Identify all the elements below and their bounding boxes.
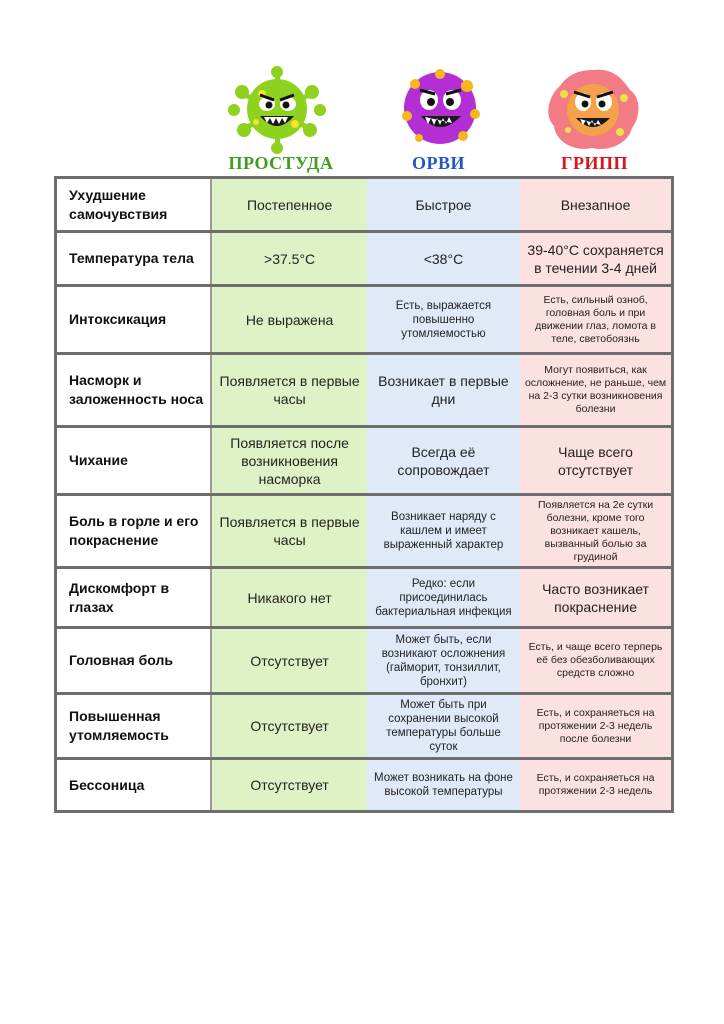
cell-cold: Отсутствует (211, 628, 366, 694)
cell-cold: Появляется в первые часы (211, 495, 366, 568)
cell-flu: Появляется на 2е сутки болезни, кроме того возникает кашель, вызванный болью за грудиной (520, 495, 672, 568)
cell-flu: Есть, сильный озноб, головная боль и при движении глаз, ломота в теле, светобоязнь (520, 286, 672, 354)
cell-flu: Есть, и сохраняеться на протяжении 2-3 недель (520, 759, 672, 812)
cell-cold: Появляется в первые часы (211, 354, 366, 427)
row-label: Ухудшение самочувствия (56, 178, 212, 232)
cell-cold: Появляется после возникновения насморка (211, 427, 366, 495)
row-label: Повышенная утомляемость (56, 694, 212, 759)
cell-cold: Отсутствует (211, 694, 366, 759)
cell-flu: Часто возникает покраснение (520, 568, 672, 628)
cell-flu: Внезапное (520, 178, 672, 232)
column-title-flu: ГРИПП (561, 153, 628, 173)
cell-arvi: Редко: если присоединилась бактериальная инфекция (367, 568, 520, 628)
row-label: Головная боль (56, 628, 212, 694)
cell-flu: 39-40°С сохраняется в течении 3-4 дней (520, 232, 672, 286)
cell-arvi: Может быть, если возникают осложнения (гайморит, тонзиллит, бронхит) (367, 628, 520, 694)
cell-arvi: <38°С (367, 232, 520, 286)
comparison-table (54, 176, 674, 813)
cell-flu: Есть, и сохраняеться на протяжении 2-3 недель после болезни (520, 694, 672, 759)
cell-flu: Чаще всего отсутствует (520, 427, 672, 495)
row-label: Температура тела (56, 232, 212, 286)
cell-flu: Могут появиться, как осложнение, не раньше, чем на 2-3 сутки возникновения болезни (520, 354, 672, 427)
table-row (56, 759, 673, 812)
cell-arvi: Возникает наряду с кашлем и имеет выраженный характер (367, 495, 520, 568)
row-label: Дискомфорт в глазах (56, 568, 212, 628)
table-row (56, 694, 673, 759)
row-label: Боль в горле и его покраснение (56, 495, 212, 568)
row-label: Интоксикация (56, 286, 212, 354)
red-virus-icon (538, 64, 648, 154)
cell-arvi: Может быть при сохранении высокой температуры больше суток (367, 694, 520, 759)
table-row (56, 286, 673, 354)
column-title-cold: ПРОСТУДА (228, 153, 334, 173)
cell-flu: Есть, и чаще всего терперь её без обезболивающих средств сложно (520, 628, 672, 694)
row-label: Насморк и заложенность носа (56, 354, 212, 427)
table-row (56, 354, 673, 427)
cell-cold: Никакого нет (211, 568, 366, 628)
column-title-arvi: ОРВИ (411, 153, 465, 173)
row-label: Бессоница (56, 759, 212, 812)
cell-cold: Отсутствует (211, 759, 366, 812)
purple-virus-icon (385, 64, 495, 154)
cell-cold: Постепенное (211, 178, 366, 232)
table-row (56, 178, 673, 232)
cell-cold: Не выражена (211, 286, 366, 354)
table-row (56, 427, 673, 495)
cell-arvi: Возникает в первые дни (367, 354, 520, 427)
table-row (56, 232, 673, 286)
table-row (56, 495, 673, 568)
cell-arvi: Быстрое (367, 178, 520, 232)
table-row (56, 568, 673, 628)
table-row (56, 628, 673, 694)
cell-cold: >37.5°С (211, 232, 366, 286)
cell-arvi: Может возникать на фоне высокой температуры (367, 759, 520, 812)
green-virus-icon (222, 64, 332, 154)
cell-arvi: Всегда её сопровождает (367, 427, 520, 495)
row-label: Чихание (56, 427, 212, 495)
cell-arvi: Есть, выражается повышенно утомляемостью (367, 286, 520, 354)
